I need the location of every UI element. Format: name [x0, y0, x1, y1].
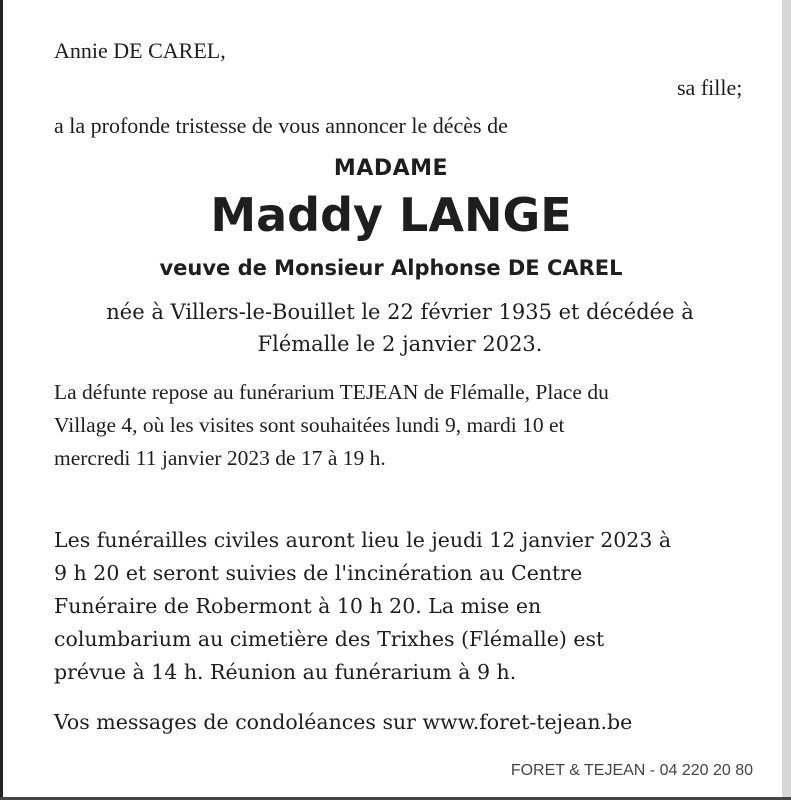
repose-line: mercredi 11 janvier 2023 de 17 à 19 h. [54, 446, 386, 470]
repose-paragraph [54, 376, 609, 475]
birth-death-line-2: Flémalle le 2 janvier 2023. [257, 332, 543, 356]
announcement-intro: a la profonde tristesse de vous annoncer le décès de [54, 113, 508, 138]
condolences-line: Vos messages de condoléances sur www.foret-tejean.be [54, 710, 633, 734]
funeral-line: prévue à 14 h. Réunion au funérarium à 9 h. [54, 660, 517, 684]
widow-of-line: veuve de Monsieur Alphonse DE CAREL [159, 256, 623, 280]
honorific: MADAME [333, 156, 449, 181]
repose-line: Village 4, où les visites sont souhaitées lundi 9, mardi 10 et [54, 413, 565, 437]
announcer-name: Annie DE CAREL, [54, 38, 226, 63]
footer-contact: FORET & TEJEAN - 04 220 20 80 [510, 762, 753, 779]
left-border [0, 0, 3, 800]
funeral-paragraph [54, 524, 671, 689]
deceased-name: Maddy LANGE [210, 188, 572, 242]
birth-death-line-1: née à Villers-le-Bouillet le 22 février 1935 et décédée à [106, 300, 694, 324]
funeral-line: Funéraire de Robermont à 10 h 20. La mise en [54, 594, 542, 618]
funeral-line: columbarium au cimetière des Trixhes (Flémalle) est [54, 627, 605, 651]
funeral-line: Les funérailles civiles auront lieu le jeudi 12 janvier 2023 à [54, 528, 672, 552]
right-border [782, 0, 791, 800]
announcer-relation: sa fille; [677, 75, 743, 100]
repose-line: La défunte repose au funérarium TEJEAN de Flémalle, Place du [54, 380, 609, 404]
funeral-line: 9 h 20 et seront suivies de l'incinération au Centre [54, 561, 583, 585]
